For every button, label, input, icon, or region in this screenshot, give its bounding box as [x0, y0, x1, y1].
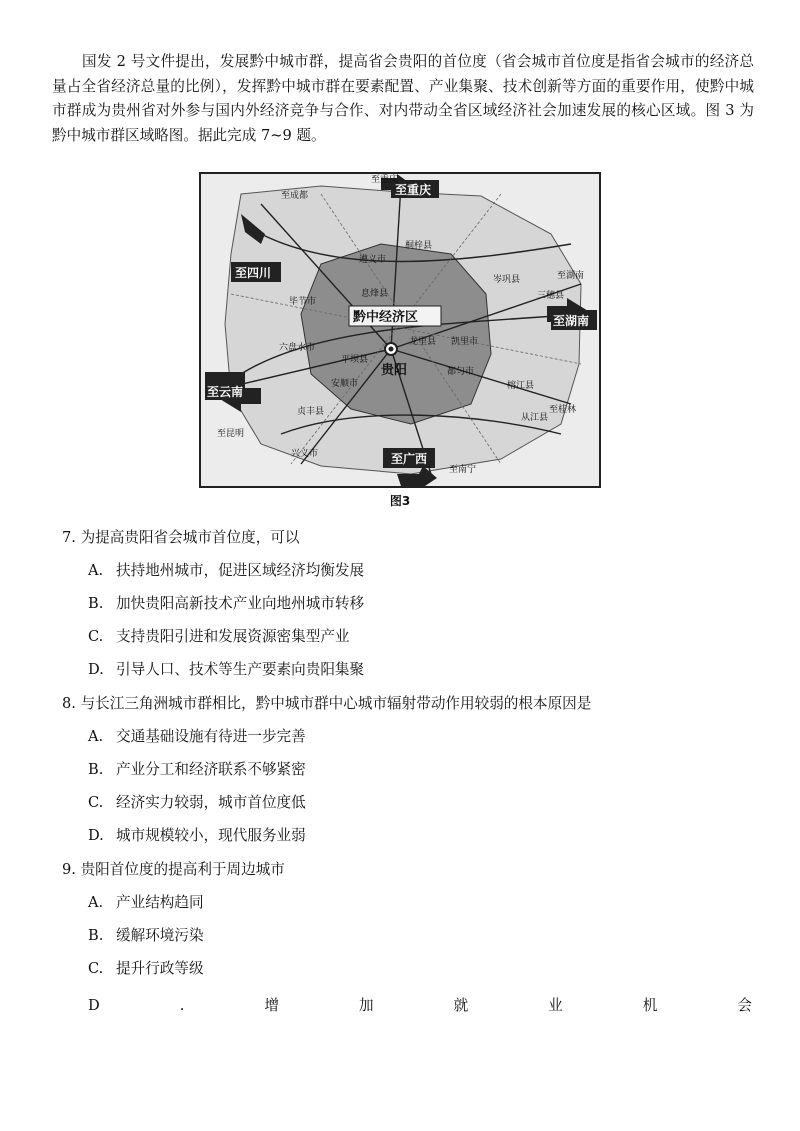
option-text: 产业分工和经济联系不够紧密	[116, 761, 306, 778]
option-letter: D.	[88, 661, 104, 678]
option-d-char: 增	[264, 997, 279, 1014]
label-sansui: 三穗县	[537, 291, 565, 301]
option-text: 加快贵阳高新技术产业向地州城市转移	[116, 595, 365, 612]
label-anshun: 安顺市	[331, 379, 359, 389]
label-guilin: 至桂林	[549, 405, 577, 415]
question-9-option-a[interactable]	[88, 893, 204, 913]
question-7-stem: 7. 为提高贵阳省会城市首位度，可以	[62, 529, 300, 546]
option-text: 经济实力较弱，城市首位度低	[116, 794, 306, 811]
label-chengdu: 至成都	[281, 191, 309, 201]
option-letter: B.	[88, 595, 104, 612]
question-7-option-a[interactable]	[88, 561, 364, 581]
label-rongjiang: 榕江县	[507, 381, 535, 391]
label-hunan-box: 至湖南	[553, 314, 590, 328]
label-yunnan: 至云南	[207, 385, 244, 399]
option-text: 提升行政等级	[116, 960, 204, 977]
question-9-option-d[interactable]	[88, 996, 752, 1016]
option-letter: A.	[88, 894, 104, 911]
option-d-char: 加	[358, 997, 374, 1014]
option-d-char: .	[179, 997, 185, 1014]
option-letter: C.	[88, 794, 104, 811]
question-9-option-b[interactable]	[88, 926, 204, 946]
label-kunming: 至昆明	[217, 429, 245, 439]
question-8-option-b[interactable]	[88, 760, 306, 780]
label-zunyi: 遵义市	[359, 255, 387, 265]
option-letter: C.	[88, 628, 104, 645]
label-kaili: 凯里市	[451, 337, 479, 347]
option-letter: B.	[88, 761, 104, 778]
option-letter: B.	[88, 927, 104, 944]
label-chongqing-top: 至重庆	[371, 175, 399, 185]
option-d-char: 机	[642, 997, 658, 1014]
label-bijie: 毕节市	[289, 297, 317, 307]
option-d-char: 会	[737, 997, 752, 1014]
option-letter: D.	[88, 827, 104, 844]
label-hunan-top: 至湖南	[557, 271, 585, 281]
label-longli: 龙里县	[409, 337, 437, 347]
question-7-option-c[interactable]	[88, 627, 350, 647]
option-letter: A.	[88, 562, 104, 579]
option-text: 引导人口、技术等生产要素向贵阳集聚	[116, 661, 365, 678]
question-9-option-c[interactable]	[88, 959, 204, 979]
question-8-option-d[interactable]	[88, 826, 306, 846]
option-d-char: 就	[453, 997, 469, 1014]
question-8-stem: 8. 与长江三角洲城市群相比，黔中城市群中心城市辐射带动作用较弱的根本原因是	[62, 695, 592, 712]
label-economic-zone: 黔中经济区	[353, 310, 419, 325]
label-nanning: 至南宁	[449, 465, 477, 475]
option-text: 缓解环境污染	[116, 927, 204, 944]
label-xingyi: 兴义市	[291, 449, 319, 459]
label-pingba: 平坝县	[341, 355, 369, 365]
label-congjiang: 从江县	[521, 413, 549, 423]
option-text: 扶持地州城市，促进区域经济均衡发展	[116, 562, 365, 579]
option-text: 城市规模较小，现代服务业弱	[116, 827, 306, 844]
label-sichuan: 至四川	[235, 266, 272, 280]
option-text: 支持贵阳引进和发展资源密集型产业	[116, 628, 350, 645]
label-duyun: 都匀市	[447, 367, 475, 377]
label-zhenfeng: 贞丰县	[297, 407, 325, 417]
option-d-char: 业	[548, 997, 563, 1014]
figure-caption: 图3	[389, 494, 411, 508]
question-7-option-d[interactable]	[88, 660, 364, 680]
question-8-option-c[interactable]	[88, 793, 306, 813]
label-guiyang: 贵阳	[381, 363, 408, 378]
question-9-stem: 9. 贵阳首位度的提高利于周边城市	[62, 861, 285, 878]
question-7-option-b[interactable]	[88, 594, 364, 614]
label-tongzi: 桐梓县	[405, 241, 433, 251]
label-chongqing-box: 至重庆	[395, 183, 432, 197]
label-liupanshui: 六盘水市	[279, 343, 316, 353]
option-letter: A.	[88, 728, 104, 745]
option-letter: C.	[88, 960, 104, 977]
region-map	[199, 172, 601, 488]
intro-paragraph: 国发 2 号文件提出，发展黔中城市群，提高省会贵阳的首位度（省会城市首位度是指省会城市的经济总量占全省经济总量的比例），发挥黔中城市群在要素配置、产业集聚、技术创新等方面的重要作用，使黔中城市群成为贵州省对外参与国内外经济竞争与合作、对内带动全省区域经济社会加速发展的核心区域。图 3 为黔中城市群区域略图。据此完成 7~9 题。	[52, 53, 754, 144]
label-xifeng: 息烽县	[361, 289, 389, 299]
option-text: 交通基础设施有待进一步完善	[116, 728, 306, 745]
question-8-option-a[interactable]	[88, 727, 306, 747]
label-guangxi: 至广西	[391, 452, 428, 466]
option-text: 产业结构趋同	[116, 894, 204, 911]
label-cengong: 岑巩县	[493, 275, 521, 285]
option-d-char: D	[88, 997, 100, 1014]
